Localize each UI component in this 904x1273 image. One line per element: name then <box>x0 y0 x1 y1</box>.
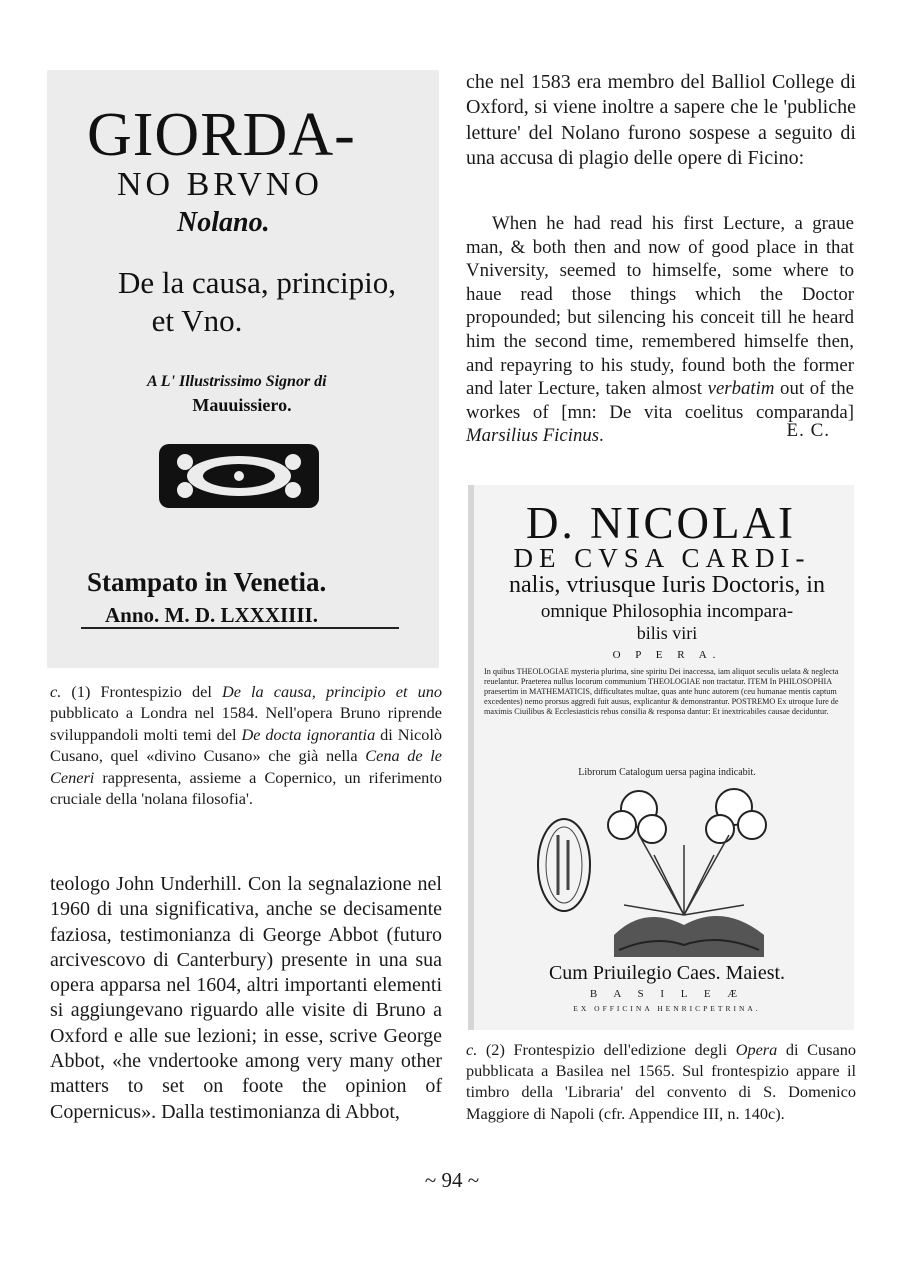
caption2-text-a: (2) Frontespizio dell'edizione degli <box>477 1040 736 1059</box>
bruno-title-page-image <box>47 70 439 668</box>
fig2-privilege: Cum Priuilegio Caes. Maiest. <box>548 962 786 984</box>
caption2-label: c. <box>466 1040 478 1059</box>
author-signature: E. C. <box>786 420 830 441</box>
fig2-title-line3: nalis, vtriusque Iuris Doctoris, in <box>509 572 825 598</box>
fig1-title-line3: Nolano. <box>177 207 270 238</box>
fig2-contents: In quibus THEOLOGIAE mysteria plurima, sine spiritu Dei inaccessa, iam aliquot seculis uelata & neglecta reuelantur. Praeterea nullus locorum communium THEOLOGIAE non tractatur. ITEM In PHILOSOPHIA praesertim in MATHEMATICIS, difficultates multae, quas ante hunc autorem (ceu humanae mentis captum excedentes) nemo prorsus aggredi fuit ausus, explicantur & demonstrantur. POSTREMO Ex utroque Iure de maximis Ciuilibus & Ecclesiasticis rebus consilia & responsa dantur: Et inextricabiles causae deciduntur. <box>484 667 839 716</box>
caption1-text-d: rappresenta, assieme a Copernico, un riferimento cruciale della 'nolana filosofia'. <box>50 767 442 809</box>
fig2-printer: EX OFFICINA HENRICPETRINA. <box>573 1004 761 1013</box>
body-text-left: teologo John Underhill. Con la segnalazione nel 1960 di una significativa, anche se decisamente faziosa, testimonianza di George Abbot (futuro arcivescovo di Canterbury) presente in una sua opera apparsa nel 1604, altri importanti elementi si aggiungevano riguardo alle visite di Bruno a Oxford e alle sue lezioni; in esse, scrive George Abbot, «he vndertooke among very many other matters to set on foote the opinion of Copernicus». Dalla testimonianza di Abbot, <box>50 873 442 1123</box>
caption1-text-b: pubblicato a Londra nel 1584. Nell'opera Bruno riprende sviluppandoli molti temi del <box>50 703 442 744</box>
fig1-title-line1: GIORDA- <box>87 101 356 169</box>
printer-ornament-icon <box>155 438 323 514</box>
caption1-label: c. <box>50 682 62 701</box>
fig2-title-line1: D. NICOLAI <box>526 498 796 548</box>
fig2-title-line5: bilis viri <box>636 623 698 643</box>
body-text-right: che nel 1583 era membro del Balliol College di Oxford, si viene inoltre a sapere che le 'publiche letture' del Nolano furono sospese a seguito di una accusa di plagio delle opere di Ficino: <box>466 71 856 169</box>
fig1-dedication-line1: A L' Illustrissimo Signor di <box>147 373 327 390</box>
fig1-imprint-line1: Stampato in Venetia. <box>87 567 327 597</box>
caption-figure-2 <box>466 1039 856 1124</box>
caption1-work-title: De la causa, principio et uno <box>221 682 442 701</box>
cusanus-title-page-image <box>468 485 854 1030</box>
fig2-title-line4: omnique Philosophia incompara- <box>540 601 794 622</box>
caption1-text-a: (1) Frontespizio del <box>61 682 222 701</box>
woodcut-illustration-icon <box>524 785 824 957</box>
fig2-opera: O P E R A. <box>612 649 722 661</box>
fig1-dedication-line2: Mauuissiero. <box>192 395 292 415</box>
quote-verbatim: verbatim <box>707 378 775 400</box>
abbot-quotation <box>466 212 854 448</box>
fig1-work-line2: et Vno. <box>151 303 243 338</box>
caption-figure-1 <box>50 681 442 809</box>
fig2-city: B A S I L E Æ <box>589 988 745 1000</box>
fig1-title-line2: NO BRVNO <box>117 166 323 203</box>
fig1-work-line1: De la causa, principio, <box>117 265 397 300</box>
quote-text-b: out of the workes of [mn: De vita coelitus comparanda] <box>466 378 854 423</box>
caption2-text-b: di Cusano pubblicata a Basilea nel 1565. Sul frontespizio appare il timbro della 'Libraria' del convento di S. Domenico Maggiore di Napoli (cfr. Appendice III, n. 140c). <box>466 1040 856 1123</box>
fig1-imprint-line2: Anno. M. D. LXXXIIII. <box>105 603 318 627</box>
fig2-page-edge <box>468 485 474 1030</box>
quote-text-a: When he had read his first Lecture, a graue man, & both then and now of good place in that Vniversity, seemed to himselfe, some where to haue read those things which the Doctor propounded; but silencing his conceit till he heard him the second time, remembered himselfe then, and repayring to his study, found both the former and later Lecture, taken almost <box>466 213 854 400</box>
fig2-catalogue: Librorum Catalogum uersa pagina indicabit. <box>578 767 756 778</box>
page-number: ~ 94 ~ <box>424 1168 480 1192</box>
quote-author: Marsilius Ficinus <box>466 425 600 447</box>
fig2-title-line2: DE CVSA CARDI- <box>513 543 811 573</box>
fig1-rule <box>81 627 399 629</box>
caption1-cited-work: De docta ignorantia <box>241 724 376 744</box>
quote-text-c: . <box>599 425 604 447</box>
caption1-dialogue: Cena de le Ceneri <box>50 746 443 787</box>
caption1-text-c: di Nicolò Cusano, quel «divino Cusano» che già nella <box>50 724 443 766</box>
caption2-work-title: Opera <box>735 1040 778 1059</box>
